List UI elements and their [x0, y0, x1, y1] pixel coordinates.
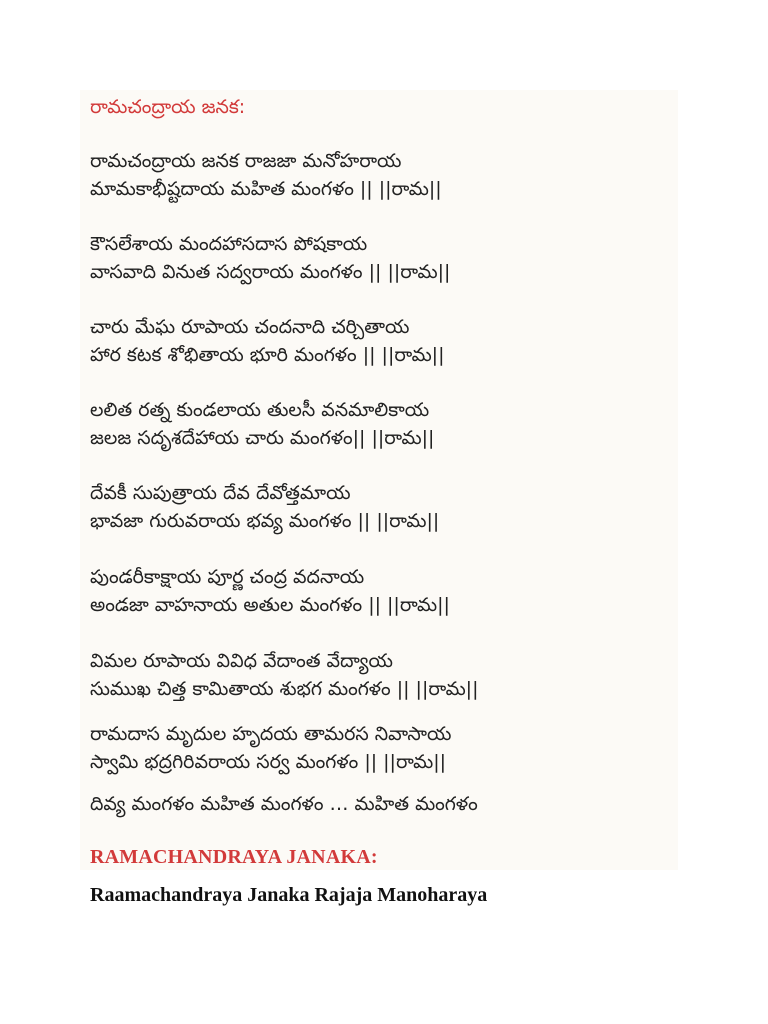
stanza — [90, 566, 450, 616]
stanza-line: రామచంద్రాయ జనక రాజజా మనోహరాయ — [90, 150, 402, 172]
telugu-title: రామచంద్రాయ జనక: — [90, 96, 246, 118]
stanza — [90, 650, 478, 700]
stanza-line: జలజ సదృశదేహాయ చారు మంగళం|| ||రామ|| — [90, 427, 435, 449]
stanza — [90, 150, 442, 200]
english-first-line: Raamachandraya Janaka Rajaja Manoharaya — [90, 884, 488, 906]
stanza-line: మామకాభీష్టదాయ మహిత మంగళం || ||రామ|| — [90, 178, 442, 200]
stanza-line: భావజా గురువరాయ భవ్య మంగళం || ||రామ|| — [90, 510, 440, 532]
stanza-line: సుముఖ చిత్త కామితాయ శుభగ మంగళం || ||రామ|| — [90, 678, 479, 700]
stanza — [90, 482, 439, 532]
stanza — [90, 316, 444, 366]
stanza — [90, 723, 451, 773]
stanza-line: స్వామి భద్రగిరివరాయ సర్వ మంగళం || ||రామ|| — [90, 751, 447, 773]
closing-line: దివ్య మంగళం మహిత మంగళం … మహిత మంగళం — [90, 793, 478, 815]
english-title: RAMACHANDRAYA JANAKA: — [90, 846, 378, 868]
stanza-line: కౌసలేశాయ మందహాసదాస పోషకాయ — [90, 233, 368, 255]
stanza-line: విమల రూపాయ వివిధ వేదాంత వేద్యాయ — [90, 650, 393, 672]
stanza — [90, 399, 434, 449]
stanza-line: రామదాస మృదుల హృదయ తామరస నివాసాయ — [90, 723, 452, 745]
stanza — [90, 233, 450, 283]
stanza-line: చారు మేఘ రూపాయ చందనాది చర్చితాయ — [90, 316, 410, 338]
stanza-line: హార కటక శోభితాయ భూరి మంగళం || ||రామ|| — [90, 344, 445, 366]
stanza-line: అండజా వాహనాయ అతుల మంగళం || ||రామ|| — [90, 594, 450, 616]
stanza-line: పుండరీకాక్షాయ పూర్ణ చంద్ర వదనాయ — [90, 566, 365, 588]
stanza-line: దేవకీ సుపుత్రాయ దేవ దేవోత్తమాయ — [90, 482, 351, 504]
stanza-line: వాసవాది వినుత సద్వరాయ మంగళం || ||రామ|| — [90, 261, 451, 283]
stanza-line: లలిత రత్న కుండలాయ తులసీ వనమాలికాయ — [90, 399, 430, 421]
